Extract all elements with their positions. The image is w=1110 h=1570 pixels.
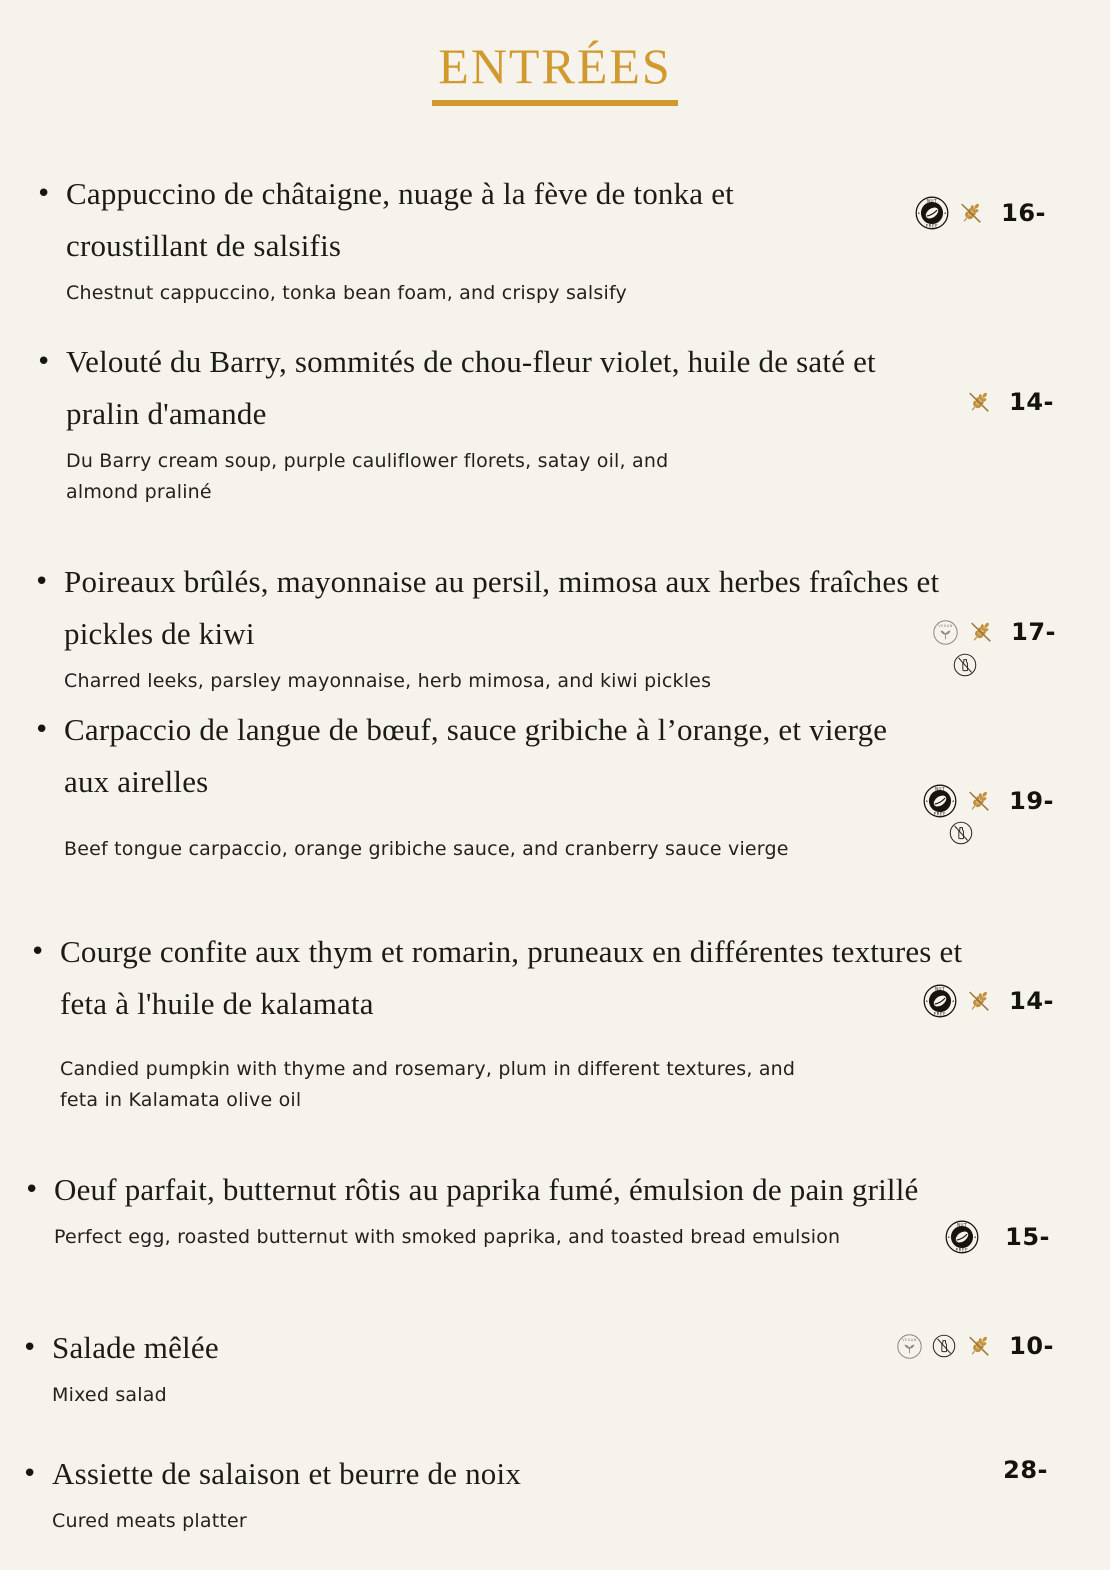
price-label: 14- — [1009, 388, 1054, 416]
menu-item — [24, 1164, 919, 1253]
nut-free-icon — [945, 1220, 979, 1254]
svg-text:NUT: NUT — [927, 198, 938, 204]
price-label: 15- — [1005, 1223, 1050, 1251]
svg-text:FREE: FREE — [933, 1011, 947, 1017]
lactose-free-icon — [948, 820, 974, 846]
dish-description: Cured meats platter — [52, 1510, 247, 1532]
page-title: ENTRÉES — [432, 40, 677, 106]
bullet-icon: • — [24, 1175, 40, 1205]
gluten-free-icon — [957, 199, 985, 227]
dish-description: almond praliné — [66, 481, 212, 503]
dish-title-line: Cappuccino de châtaigne, nuage à la fève de tonka et — [66, 176, 734, 211]
dish-description: Du Barry cream soup, purple cauliflower florets, satay oil, and — [66, 450, 669, 472]
price-label: 14- — [1009, 987, 1054, 1015]
bullet-icon: • — [30, 937, 46, 967]
gluten-free-icon — [965, 388, 993, 416]
dish-meta — [995, 1456, 1048, 1484]
bullet-icon: • — [22, 1459, 38, 1489]
svg-text:NUT: NUT — [957, 1222, 968, 1228]
dish-meta — [896, 1332, 1054, 1360]
gluten-free-icon — [965, 787, 993, 815]
section-header — [0, 40, 1110, 106]
price-label: 19- — [1009, 787, 1054, 815]
nut-free-icon — [923, 984, 957, 1018]
dish-title-line: aux airelles — [64, 764, 209, 799]
price-label: 10- — [1009, 1332, 1054, 1360]
menu-item — [22, 1322, 219, 1411]
bullet-icon: • — [36, 179, 52, 209]
bullet-icon: • — [34, 567, 50, 597]
dish-title-line: Courge confite aux thym et romarin, pruneaux en différentes textures et — [60, 934, 963, 969]
svg-text:FREE: FREE — [933, 811, 947, 817]
gluten-free-icon — [965, 1332, 993, 1360]
dish-meta — [945, 1220, 1050, 1254]
nut-free-icon — [915, 196, 949, 230]
menu-item — [36, 336, 876, 508]
dish-title-line: Velouté du Barry, sommités de chou-fleur violet, huile de saté et — [66, 344, 876, 379]
vegan-icon — [896, 1333, 923, 1360]
menu-item — [34, 556, 940, 697]
dish-title-line: Salade mêlée — [52, 1330, 219, 1365]
svg-text:FREE: FREE — [955, 1247, 969, 1253]
menu-item — [22, 1448, 522, 1537]
dish-title-line: pralin d'amande — [66, 396, 267, 431]
vegan-icon — [932, 619, 959, 646]
dish-meta — [915, 196, 1046, 230]
dish-title-line: Carpaccio de langue de bœuf, sauce gribiche à l’orange, et vierge — [64, 712, 888, 747]
dish-title-line: croustillant de salsifis — [66, 228, 342, 263]
bullet-icon: • — [22, 1333, 38, 1363]
price-label: 28- — [1003, 1456, 1048, 1484]
svg-text:NUT: NUT — [935, 786, 946, 792]
dish-title-line: pickles de kiwi — [64, 616, 255, 651]
dish-description: Perfect egg, roasted butternut with smoked paprika, and toasted bread emulsion — [54, 1226, 841, 1248]
dish-meta — [923, 784, 1054, 818]
svg-text:NUT: NUT — [935, 986, 946, 992]
dish-description: Beef tongue carpaccio, orange gribiche sauce, and cranberry sauce vierge — [64, 838, 789, 860]
dish-description: Chestnut cappuccino, tonka bean foam, and crispy salsify — [66, 282, 627, 304]
lactose-free-icon — [931, 1333, 957, 1359]
dish-title-line: feta à l'huile de kalamata — [60, 986, 374, 1021]
dish-description: feta in Kalamata olive oil — [60, 1089, 302, 1111]
dish-meta — [932, 618, 1056, 646]
svg-text:FREE: FREE — [925, 223, 939, 229]
svg-text:VEGAN: VEGAN — [902, 1337, 917, 1342]
dish-description: Charred leeks, parsley mayonnaise, herb mimosa, and kiwi pickles — [64, 670, 712, 692]
gluten-free-icon — [967, 618, 995, 646]
nut-free-icon — [923, 784, 957, 818]
menu-item — [36, 168, 734, 309]
dish-title-line: Oeuf parfait, butternut rôtis au paprika fumé, émulsion de pain grillé — [54, 1172, 919, 1207]
gluten-free-icon — [965, 987, 993, 1015]
lactose-free-icon — [952, 652, 978, 678]
price-label: 17- — [1011, 618, 1056, 646]
menu-item — [34, 704, 888, 865]
dish-description: Candied pumpkin with thyme and rosemary, plum in different textures, and — [60, 1058, 796, 1080]
bullet-icon: • — [34, 715, 50, 745]
dish-description: Mixed salad — [52, 1384, 167, 1406]
svg-text:VEGAN: VEGAN — [938, 623, 953, 628]
bullet-icon: • — [36, 347, 52, 377]
price-label: 16- — [1001, 199, 1046, 227]
dish-title-line: Assiette de salaison et beurre de noix — [52, 1456, 522, 1491]
dish-title-line: Poireaux brûlés, mayonnaise au persil, mimosa aux herbes fraîches et — [64, 564, 940, 599]
dish-meta — [923, 984, 1054, 1018]
menu-item — [30, 926, 963, 1116]
dish-meta — [965, 388, 1054, 416]
